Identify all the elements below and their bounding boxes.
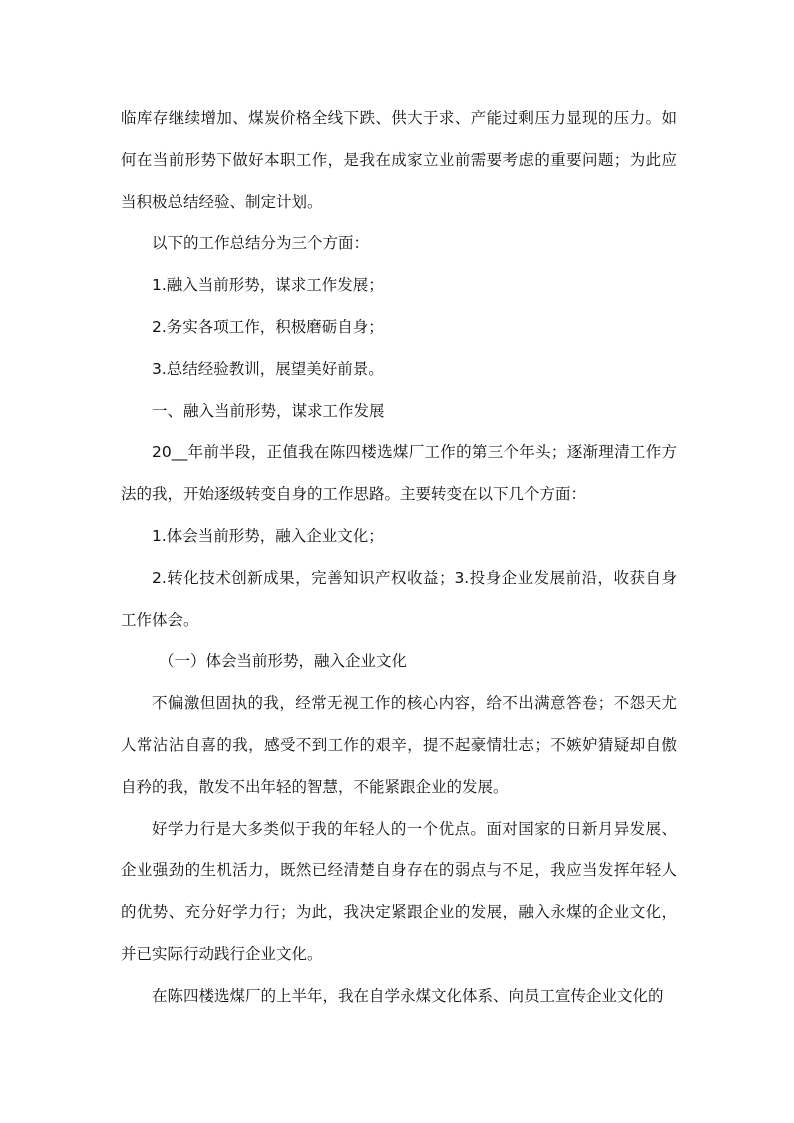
list-item: 2.转化技术创新成果，完善知识产权收益；3.投身企业发展前沿，收获自身工作体会。 — [121, 568, 677, 629]
paragraph: 好学力行是大多类似于我的年轻人的一个优点。面对国家的日新月异发展、企业强劲的生机活力，既然已经清楚自身存在的弱点与不足，我应当发挥年轻人的优势、充分好学力行；为此，我决定紧跟企业的发展，融入永煤的企业文化，并已实际行动践行企业文化。 — [121, 819, 677, 963]
paragraph: 在陈四楼选煤厂的上半年，我在自学永煤文化体系、向员工宣传企业文化的 — [152, 986, 664, 1005]
list-item: 1.体会当前形势，融入企业文化； — [152, 526, 384, 545]
paragraph: 以下的工作总结分为三个方面： — [152, 234, 370, 253]
paragraph: 不偏激但固执的我，经常无视工作的核心内容，给不出满意答卷；不怨天尤人常沾沾自喜的我，感受不到工作的艰辛，提不起豪情壮志；不嫉妒猜疑却自傲自矜的我，散发不出年轻的智慧，不能紧跟企业的发展。 — [121, 694, 677, 796]
document-body — [121, 98, 677, 1018]
list-item: 3.总结经验教训，展望美好前景。 — [152, 359, 384, 378]
subsection-heading: （一）体会当前形势，融入企业文化 — [159, 652, 408, 671]
list-item: 1.融入当前形势，谋求工作发展； — [152, 276, 384, 295]
paragraph: 临库存继续增加、煤炭价格全线下跌、供大于求、产能过剩压力显现的压力。如何在当前形势下做好本职工作，是我在成家立业前需要考虑的重要问题；为此应当积极总结经验、制定计划。 — [121, 109, 677, 211]
list-item: 2.务实各项工作，积极磨砺自身； — [152, 317, 384, 336]
section-heading: 一、融入当前形势，谋求工作发展 — [152, 401, 385, 420]
paragraph: 20__年前半段，正值我在陈四楼选煤厂工作的第三个年头；逐渐理清工作方法的我，开始逐级转变自身的工作思路。主要转变在以下几个方面： — [121, 443, 677, 504]
